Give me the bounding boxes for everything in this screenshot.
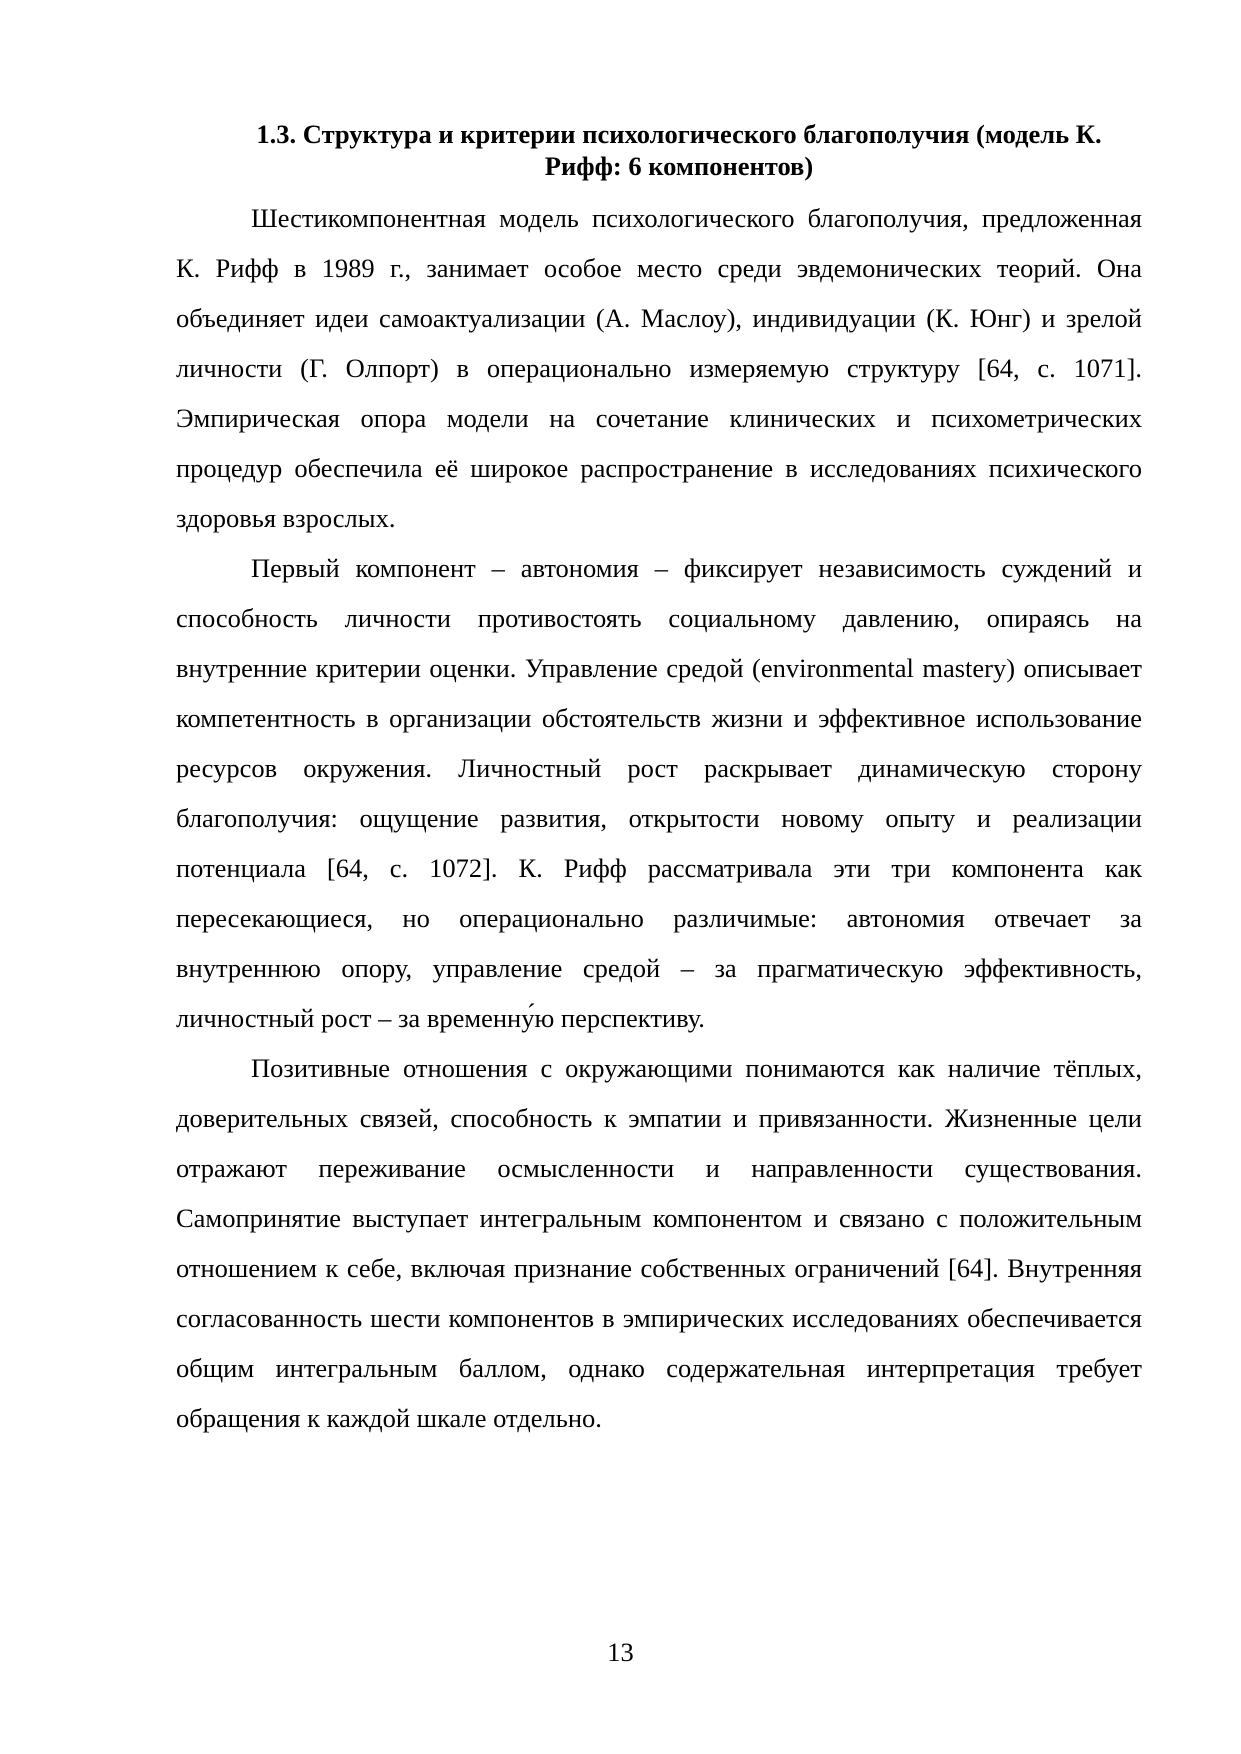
- paragraph-2: Первый компонент – автономия – фиксирует независимость суждений и способность личности противостоять социальному давлению, опираясь на внутренние критерии оценки. Управление средой (environmental mastery) описывает компетентность в организации обстоятельств жизни и эффективное использование ресурсов окружения. Личностный рост раскрывает динамическую сторону благополучия: ощущение развития, открытости новому опыту и реализации потенциала [64, с. 1072]. К. Рифф рассматривала эти три компонента как пересекающиеся, но операционально различимые: автономия отвечает за внутреннюю опору, управление средой – за прагматическую эффективность, личностный рост – за временну́ю перспективу.: [176, 553, 1142, 1033]
- paragraph-1: Шестикомпонентная модель психологического благополучия, предложенная К. Рифф в 1989 г., занимает особое место среди эвдемонических теорий. Она объединяет идеи самоактуализации (А. Маслоу), индивидуации (К. Юнг) и зрелой личности (Г. Олпорт) в операционально измеряемую структуру [64, с. 1071]. Эмпирическая опора модели на сочетание клинических и психометрических процедур обеспечила её широкое распространение в исследованиях психического здоровья взрослых.: [176, 203, 1142, 533]
- page-content: [176, 118, 1142, 1443]
- paragraph-3: Позитивные отношения с окружающими понимаются как наличие тёплых, доверительных связей, способность к эмпатии и привязанности. Жизненные цели отражают переживание осмысленности и направленности существования. Самопринятие выступает интегральным компонентом и связано с положительным отношением к себе, включая признание собственных ограничений [64]. Внутренняя согласованность шести компонентов в эмпирических исследованиях обеспечивается общим интегральным баллом, однако содержательная интерпретация требует обращения к каждой шкале отдельно.: [176, 1053, 1142, 1433]
- section-heading: 1.3. Структура и критерии психологического благополучия (модель К. Рифф: 6 компонентов): [256, 119, 1102, 181]
- page-number: 13: [607, 1637, 634, 1667]
